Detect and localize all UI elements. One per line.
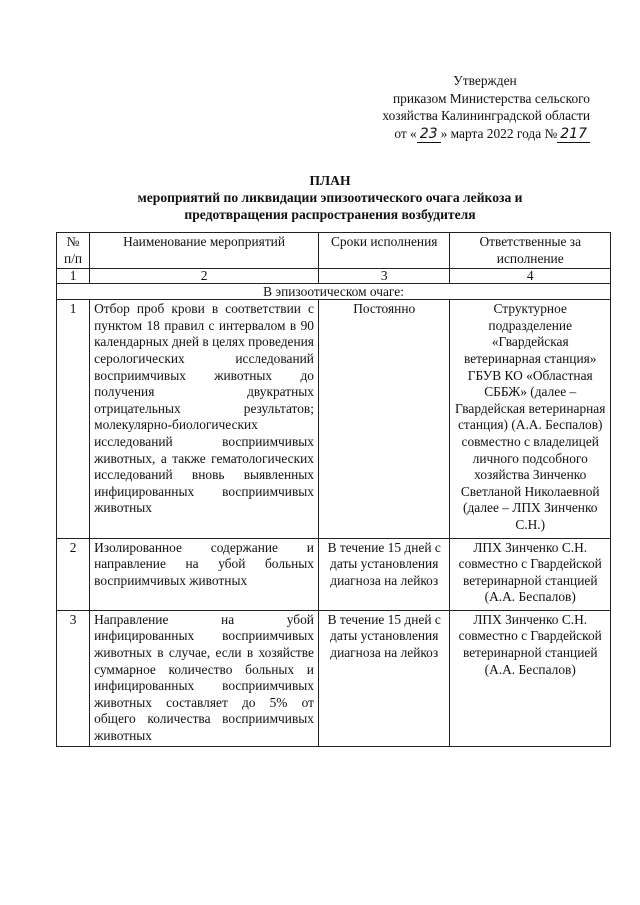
row-number: 3: [57, 610, 90, 746]
row-number: 1: [57, 300, 90, 538]
title-line: мероприятий по ликвидации эпизоотического очага лейкоза и: [137, 190, 523, 205]
column-number: 2: [90, 269, 319, 284]
row-activity: Направление на убой инфицированных восприимчивых животных в случае, если в хозяйстве суммарное количество больных и инфицированных восприимчивых животных составляет до 5% от общего количества восприимчивых животных: [90, 610, 319, 746]
row-responsible: ЛПХ Зинченко С.Н. совместно с Гвардейской ветеринарной станцией (А.А. Беспалов): [450, 610, 611, 746]
section-row: [57, 284, 611, 300]
approval-line: Утвержден: [453, 73, 517, 88]
approval-stamp: [350, 72, 590, 143]
header-term: Сроки исполнения: [318, 233, 450, 269]
row-responsible: Структурное подразделение «Гвардейская ветеринарная станция» ГБУВ КО «Областная СББЖ» (далее – Гвардейская ветеринарная станция) (А.А. Беспалов) совместно с владелицей личного подсобного хозяйства Зинченко Светланой Николаевной (далее – ЛПХ Зинченко С.Н.): [450, 300, 611, 538]
table-header-row: [57, 233, 611, 269]
approval-date-line: [350, 125, 590, 144]
column-number: 3: [318, 269, 450, 284]
date-prefix: от «: [394, 125, 417, 141]
header-activity: Наименование мероприятий: [90, 233, 319, 269]
row-term: Постоянно: [318, 300, 450, 538]
row-number: 2: [57, 538, 90, 610]
column-number: 1: [57, 269, 90, 284]
table-row: [57, 538, 611, 610]
document-title: [80, 172, 580, 223]
table-row: [57, 300, 611, 538]
approval-line: хозяйства Калининградской области: [382, 108, 590, 123]
table-row: [57, 610, 611, 746]
header-number: № п/п: [57, 233, 90, 269]
column-number-row: [57, 269, 611, 284]
row-activity: Отбор проб крови в соответствии с пунктом 18 правил с интервалом в 90 календарных дней в целях проведения серологических исследований восприимчивых животных до получения двукратных отрицательных результатов; молекулярно-биологических исследований восприимчивых животных, а также гематологических исследований вновь выявленных инфицированных восприимчивых животных: [90, 300, 319, 538]
order-number: 217: [557, 126, 590, 143]
approval-line: приказом Министерства сельского: [393, 90, 590, 106]
row-activity: Изолированное содержание и направление на убой больных восприимчивых животных: [90, 538, 319, 610]
plan-table: [56, 232, 611, 747]
title-line: предотвращения распространения возбудителя: [184, 207, 476, 222]
order-day: 23: [417, 126, 441, 143]
row-responsible: ЛПХ Зинченко С.Н. совместно с Гвардейской ветеринарной станцией (А.А. Беспалов): [450, 538, 611, 610]
row-term: В течение 15 дней с даты установления диагноза на лейкоз: [318, 538, 450, 610]
row-term: В течение 15 дней с даты установления диагноза на лейкоз: [318, 610, 450, 746]
header-responsible: Ответственные за исполнение: [450, 233, 611, 269]
title-line: ПЛАН: [309, 173, 351, 188]
section-title: В эпизоотическом очаге:: [57, 284, 611, 300]
column-number: 4: [450, 269, 611, 284]
date-middle: » марта 2022 года №: [440, 125, 558, 141]
